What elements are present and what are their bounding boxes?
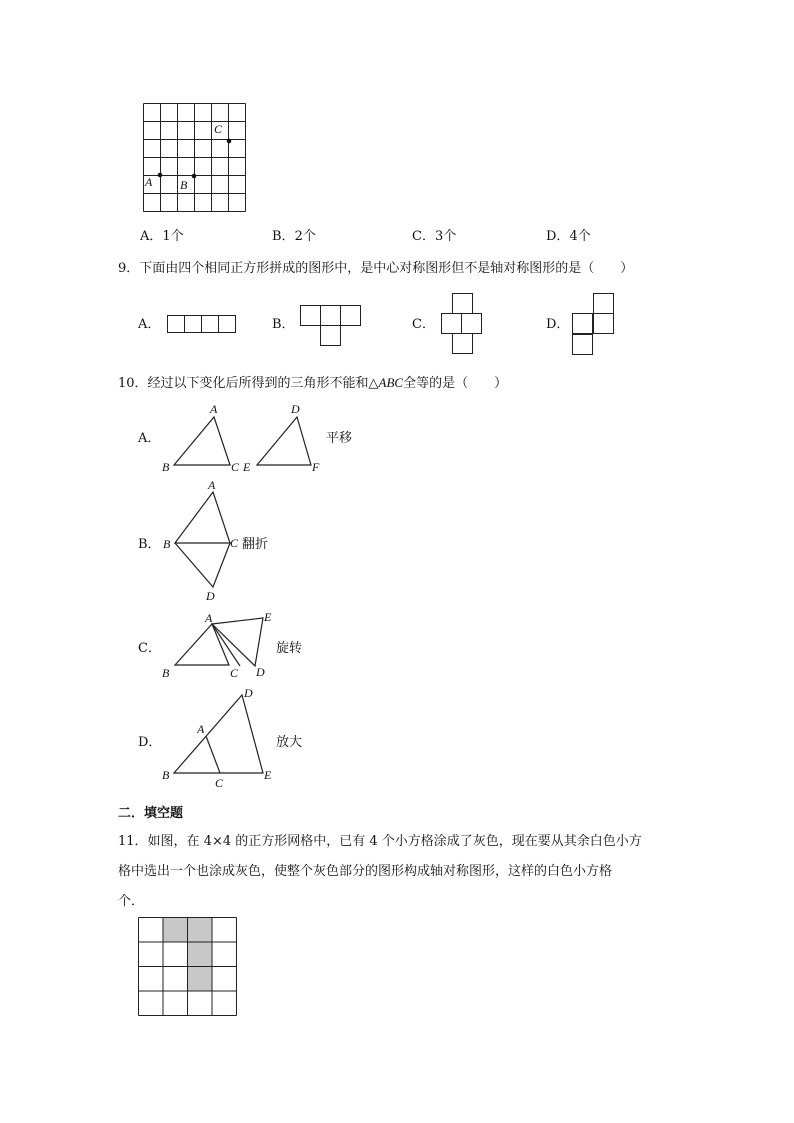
q9-option-c-figure — [441, 293, 485, 357]
q8-option-a[interactable]: A．1个 — [140, 229, 184, 244]
q9-option-a-figure — [167, 315, 239, 335]
point-b — [192, 174, 197, 179]
q9-option-c-label[interactable]: C． — [412, 317, 435, 332]
svg-text:A: A — [210, 402, 218, 416]
svg-text:E: E — [264, 610, 272, 624]
svg-text:A: A — [205, 611, 213, 625]
q9-option-b-label[interactable]: B． — [272, 317, 295, 332]
svg-text:F: F — [312, 460, 320, 474]
q11-line3: 个． — [118, 894, 145, 909]
q8-option-c[interactable]: C．3个 — [412, 229, 457, 244]
svg-text:A: A — [208, 478, 216, 492]
svg-text:D: D — [291, 402, 300, 416]
q11-line2: 格中选出一个也涂成灰色，使整个灰色部分的图形构成轴对称图形，这样的白色小方格 — [118, 864, 613, 879]
label-a: A — [145, 175, 153, 189]
q10-option-c-caption: 旋转 — [276, 641, 303, 656]
point-c — [227, 139, 232, 144]
svg-text:C: C — [230, 666, 239, 680]
shaded-cell — [188, 918, 213, 943]
q10-option-a-label[interactable]: A． — [138, 431, 161, 446]
svg-text:D: D — [256, 665, 265, 679]
q9-stem: 9．下面由四个相同正方形拼成的图形中，是中心对称图形但不是轴对称图形的是（ ） — [118, 261, 634, 276]
q10-option-c-label[interactable]: C． — [138, 641, 161, 656]
svg-text:C: C — [231, 460, 240, 474]
q11-line1: 11．如图，在 4×4 的正方形网格中，已有 4 个小方格涂成了灰色，现在要从其余白色小方 — [118, 834, 642, 849]
q8-option-b[interactable]: B．2个 — [272, 229, 316, 244]
svg-text:B: B — [162, 460, 170, 474]
q8-grid-figure — [143, 103, 247, 215]
svg-text:E: E — [243, 460, 251, 474]
section-title: 二．填空题 — [118, 806, 184, 821]
point-a — [158, 173, 163, 178]
q10-option-d-caption: 放大 — [276, 735, 303, 750]
svg-text:B: B — [163, 537, 171, 551]
q10-option-b-caption: 翻折 — [242, 537, 269, 552]
svg-text:C: C — [230, 536, 239, 550]
svg-text:D: D — [244, 686, 253, 700]
shaded-cell — [188, 967, 213, 992]
q8-option-d[interactable]: D．4个 — [546, 229, 591, 244]
q11-grid-figure — [138, 917, 240, 1019]
label-c: C — [214, 122, 223, 136]
q10-option-d-label[interactable]: D． — [138, 735, 162, 750]
svg-text:B: B — [162, 768, 170, 782]
q9-option-a-label[interactable]: A． — [138, 317, 161, 332]
shaded-cell — [163, 918, 188, 943]
svg-text:B: B — [162, 666, 170, 680]
q10-option-c-figure — [160, 608, 290, 684]
shaded-cell — [188, 942, 213, 967]
svg-text:A: A — [197, 722, 205, 736]
label-b: B — [180, 178, 188, 192]
q9-option-d-label[interactable]: D． — [546, 317, 570, 332]
svg-text:C: C — [215, 776, 224, 790]
q9-option-d-figure — [572, 293, 616, 357]
q10-option-a-caption: 平移 — [326, 431, 353, 446]
svg-text:E: E — [264, 768, 272, 782]
q10-option-b-label[interactable]: B． — [138, 537, 161, 552]
q9-option-b-figure — [300, 305, 362, 347]
q10-option-d-figure — [160, 686, 285, 792]
q10-stem: 10．经过以下变化后所得到的三角形不能和△ABC全等的是（ ） — [118, 375, 508, 391]
svg-text:D: D — [206, 589, 215, 603]
